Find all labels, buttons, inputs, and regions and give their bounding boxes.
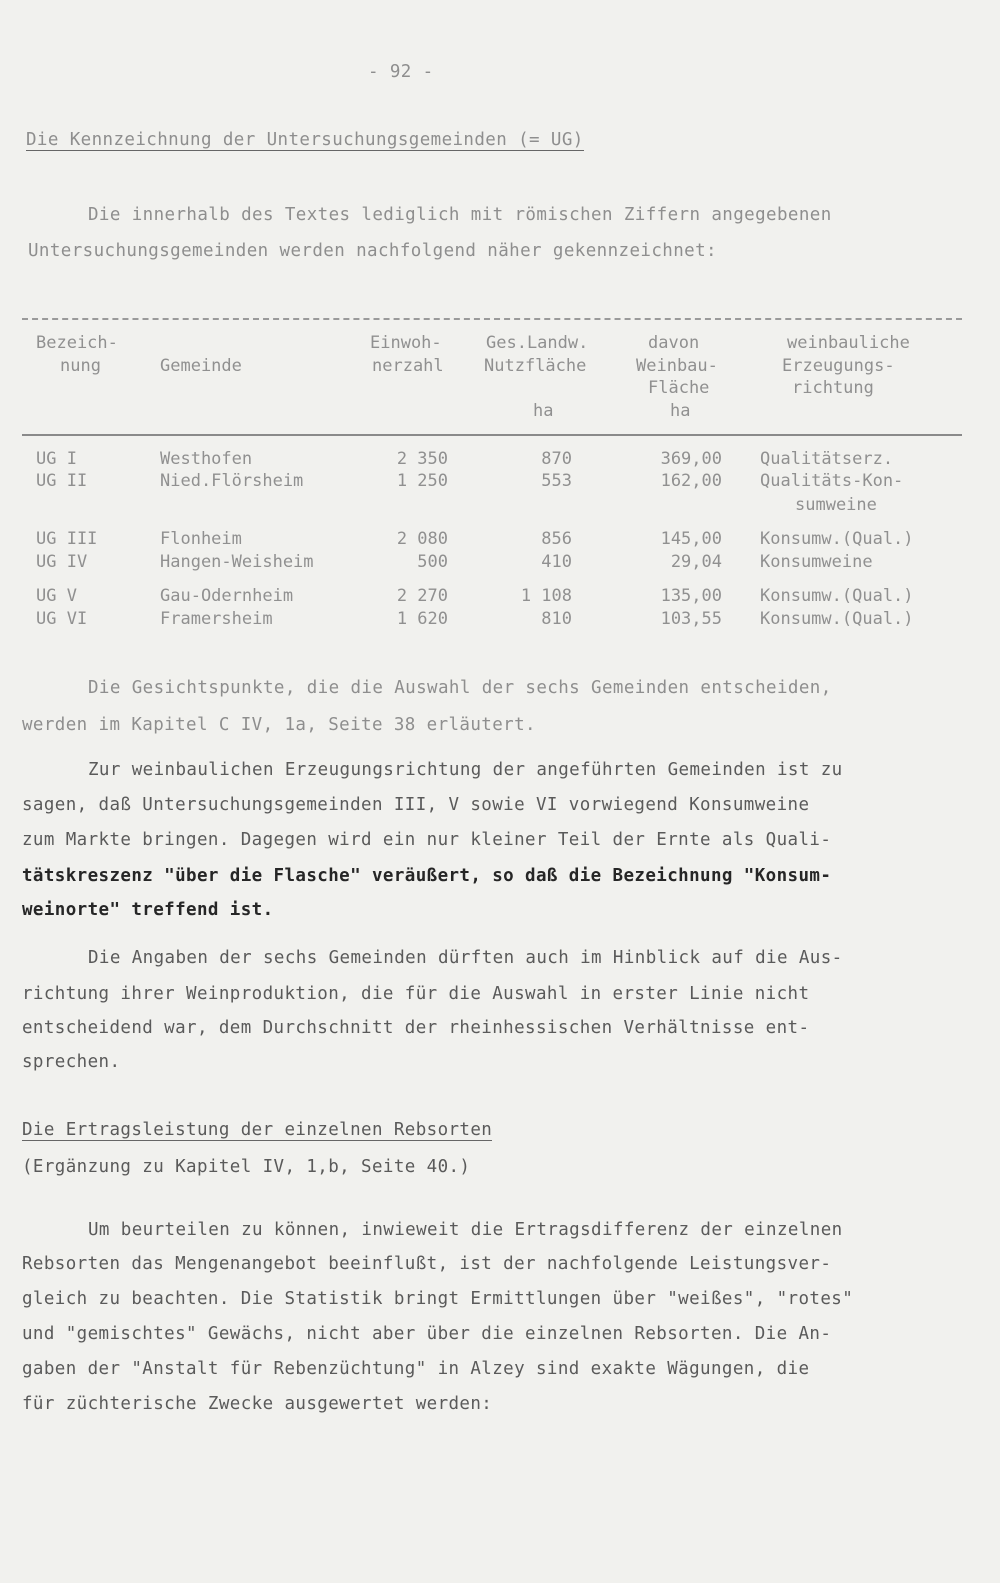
cell-bez: UG IV xyxy=(36,552,88,572)
para3-line-2: richtung ihrer Weinproduktion, die für die Auswahl in erster Linie nicht xyxy=(22,984,810,1004)
section2-line-4: und "gemischtes" Gewächs, nicht aber über die einzelnen Rebsorten. Die An- xyxy=(22,1324,832,1344)
header-einw-2: nerzahl xyxy=(372,356,444,376)
cell-wein: 145,00 xyxy=(660,529,722,549)
header-ges-1: Ges.Landw. xyxy=(486,333,589,353)
cell-gemeinde: Flonheim xyxy=(160,529,242,549)
para2-line-1: Zur weinbaulichen Erzeugungsrichtung der angeführten Gemeinden ist zu xyxy=(88,760,843,780)
cell-ges: 856 xyxy=(541,529,572,549)
cell-einw: 2 270 xyxy=(396,586,448,606)
header-richtung-3: richtung xyxy=(792,378,874,398)
header-ges-2: Nutzfläche xyxy=(484,356,587,376)
cell-bez: UG III xyxy=(36,529,98,549)
header-bez-1: Bezeich- xyxy=(36,333,118,353)
header-davon-1: davon xyxy=(648,333,700,353)
header-bez-2: nung xyxy=(60,356,101,376)
cell-ges: 553 xyxy=(541,471,572,491)
header-gemeinde: Gemeinde xyxy=(160,356,242,376)
section-heading-ug: Die Kennzeichnung der Untersuchungsgemeinden (= UG) xyxy=(26,130,584,150)
para2-line-2: sagen, daß Untersuchungsgemeinden III, V sowie VI vorwiegend Konsumweine xyxy=(22,795,810,815)
cell-richtung: Qualitätserz. xyxy=(760,449,894,469)
cell-richtung: Konsumw.(Qual.) xyxy=(760,586,914,606)
cell-richtung-cont: sumweine xyxy=(795,495,877,515)
header-davon-unit: ha xyxy=(670,401,691,421)
para3-line-1: Die Angaben der sechs Gemeinden dürften auch im Hinblick auf die Aus- xyxy=(88,948,843,968)
cell-einw: 500 xyxy=(417,552,448,572)
section-subheading-rebsorten: (Ergänzung zu Kapitel IV, 1,b, Seite 40.) xyxy=(22,1157,471,1177)
cell-richtung: Konsumw.(Qual.) xyxy=(760,609,914,629)
intro-line-1: Die innerhalb des Textes lediglich mit römischen Ziffern angegebenen xyxy=(88,205,832,225)
cell-richtung: Konsumw.(Qual.) xyxy=(760,529,914,549)
cell-wein: 29,04 xyxy=(670,552,722,572)
table-top-rule xyxy=(22,318,962,320)
cell-einw: 2 080 xyxy=(396,529,448,549)
cell-gemeinde: Nied.Flörsheim xyxy=(160,471,304,491)
cell-wein: 103,55 xyxy=(660,609,722,629)
para3-line-4: sprechen. xyxy=(22,1052,121,1072)
header-ges-unit: ha xyxy=(533,401,554,421)
cell-wein: 369,00 xyxy=(660,449,722,469)
cell-einw: 2 350 xyxy=(396,449,448,469)
para3-line-3: entscheidend war, dem Durchschnitt der rheinhessischen Verhältnisse ent- xyxy=(22,1018,810,1038)
section-heading-rebsorten: Die Ertragsleistung der einzelnen Rebsorten xyxy=(22,1120,493,1140)
para1-line-1: Die Gesichtspunkte, die die Auswahl der sechs Gemeinden entscheiden, xyxy=(88,678,832,698)
para2-line-5: weinorte" treffend ist. xyxy=(22,900,274,920)
cell-ges: 810 xyxy=(541,609,572,629)
cell-richtung: Qualitäts-Kon- xyxy=(760,471,904,491)
cell-einw: 1 620 xyxy=(396,609,448,629)
cell-bez: UG VI xyxy=(36,609,88,629)
cell-ges: 1 108 xyxy=(520,586,572,606)
header-davon-2: Weinbau- xyxy=(636,356,718,376)
para2-line-3: zum Markte bringen. Dagegen wird ein nur kleiner Teil der Ernte als Quali- xyxy=(22,830,832,850)
section2-line-6: für züchterische Zwecke ausgewertet werden: xyxy=(22,1394,493,1414)
para2-line-4: tätskreszenz "über die Flasche" veräußert, so daß die Bezeichnung "Konsum- xyxy=(22,866,832,886)
cell-ges: 410 xyxy=(541,552,572,572)
header-davon-3: Fläche xyxy=(648,378,710,398)
para1-line-2: werden im Kapitel C IV, 1a, Seite 38 erläutert. xyxy=(22,715,536,735)
cell-ges: 870 xyxy=(541,449,572,469)
cell-wein: 135,00 xyxy=(660,586,722,606)
header-einw-1: Einwoh- xyxy=(370,333,442,353)
cell-gemeinde: Westhofen xyxy=(160,449,253,469)
cell-bez: UG II xyxy=(36,471,88,491)
cell-einw: 1 250 xyxy=(396,471,448,491)
cell-gemeinde: Hangen-Weisheim xyxy=(160,552,314,572)
table-header-rule xyxy=(22,434,962,436)
cell-gemeinde: Framersheim xyxy=(160,609,273,629)
cell-gemeinde: Gau-Odernheim xyxy=(160,586,294,606)
intro-line-2: Untersuchungsgemeinden werden nachfolgend näher gekennzeichnet: xyxy=(28,241,717,261)
cell-bez: UG I xyxy=(36,449,77,469)
page-number: - 92 - xyxy=(368,62,434,82)
cell-bez: UG V xyxy=(36,586,77,606)
section2-line-3: gleich zu beachten. Die Statistik bringt Ermittlungen über "weißes", "rotes" xyxy=(22,1289,854,1309)
section2-line-5: gaben der "Anstalt für Rebenzüchtung" in Alzey sind exakte Wägungen, die xyxy=(22,1359,810,1379)
cell-wein: 162,00 xyxy=(660,471,722,491)
cell-richtung: Konsumweine xyxy=(760,552,873,572)
header-richtung-1: weinbauliche xyxy=(787,333,910,353)
section2-line-1: Um beurteilen zu können, inwieweit die Ertragsdifferenz der einzelnen xyxy=(88,1220,843,1240)
section2-line-2: Rebsorten das Mengenangebot beeinflußt, ist der nachfolgende Leistungsver- xyxy=(22,1254,832,1274)
header-richtung-2: Erzeugungs- xyxy=(782,356,895,376)
